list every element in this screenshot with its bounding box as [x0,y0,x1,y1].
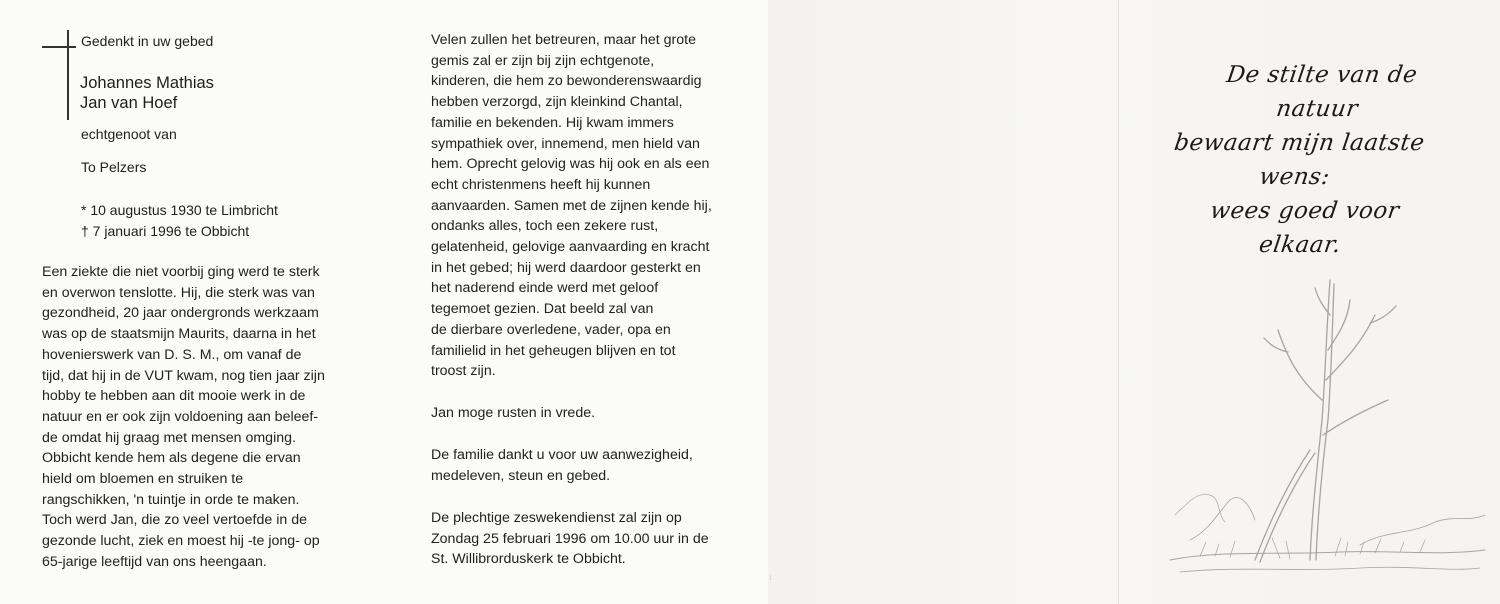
text-line: ondanks alles, toch een zekere rust, [431,218,659,235]
spouse-label: echtgenoot van [81,126,177,142]
cross-icon [67,30,69,120]
text-line: Velen zullen het betreuren, maar het grote [431,32,697,48]
text-line: tijd, dat hij in de VUT kwam, nog tien jaar zijn [42,367,325,384]
text-line: kinderen, die hem zo bewonderenswaardig [431,73,702,90]
name-line-2: Jan van Hoef [80,94,178,112]
text-line: tegemoet gezien. Dat beeld zal van [431,301,654,318]
text-line: familie en bekenden. Hij kwam immers [431,114,674,131]
text-line: hovenierswerk van D. S. M., om vanaf de [42,346,302,363]
text-line: De plechtige zeswekendienst zal zijn op [431,510,682,526]
text-line: gezonde lucht, ziek en moest hij -te jong- op [42,533,320,550]
text-line: De familie dankt u voor uw aanwezigheid, [431,447,693,463]
biography-paragraph [42,262,362,573]
tribute-paragraph [431,30,751,382]
text-line: Zondag 25 februari 1996 om 10.00 uur in de [431,530,709,547]
service-paragraph [431,508,761,570]
thanks-paragraph [431,445,751,486]
text-line: medeleven, steun en gebed. [431,467,611,484]
poem-line: bewaart mijn laatste wens: [1172,130,1427,190]
text-line: troost zijn. [431,363,496,380]
text-line: Toch werd Jan, die zo veel vertoefde in de [42,512,307,529]
tree-sketch-icon [1160,260,1490,590]
text-line: de omdat hij graag met mensen omging. [42,429,296,446]
card-fold-line [1118,0,1119,604]
text-line: was op de staatsmijn Maurits, daarna in het [42,326,316,343]
prayer-header: Gedenkt in uw gebed [81,33,214,49]
text-line: aanvaarden. Samen met de zijnen kende hij, [431,197,712,214]
name-line-1: Johannes Mathias [80,74,214,92]
text-line: sympathiek over, innemend, men hield van [431,135,700,152]
life-dates [81,200,278,242]
text-line: en overwon tenslotte. Hij, die sterk was van [42,284,315,301]
poem-line: wees goed voor elkaar. [1208,198,1402,258]
text-line: hield om bloemen en struiken te [42,471,244,488]
poem-verse [1136,58,1455,262]
text-line: St. Willibrorduskerk te Obbicht. [431,551,626,568]
text-line: natuur en er ook zijn voldoening aan beleef- [42,408,319,425]
text-line: gemis zal er zijn bij zijn echtgenote, [431,52,655,69]
text-line: gezondheid, 20 jaar ondergronds werkzaam [42,305,319,322]
text-line: rangschikken, 'n tuintje in orde te maken. [42,491,300,508]
text-line: in het gebed; hij werd daardoor gesterkt en [431,259,701,276]
birth-date: * 10 augustus 1930 te Limbricht [81,202,278,218]
text-line: 65-jarige leeftijd van ons heengaan. [42,553,267,570]
text-line: Obbicht kende hem als degene die ervan [42,450,301,467]
cross-icon-bar [42,46,76,48]
text-line: hem. Oprecht gelovig was hij ook en als een [431,156,710,173]
text-line: de dierbare overledene, vader, opa en [431,321,671,338]
deceased-name [80,73,214,113]
print-mark: ⁞ [770,576,772,582]
text-line: familielid in het geheugen blijven en tot [431,342,676,359]
text-line: Een ziekte die niet voorbij ging werd te sterk [42,264,320,280]
rest-line: Jan moge rusten in vrede. [431,405,596,421]
poem-line: De stilte van de natuur [1224,62,1419,122]
text-line: gelatenheid, gelovige aanvaarding en kracht [431,239,710,256]
text-line: het naderend einde werd met geloof [431,280,659,297]
text-line: echt christenmens heeft hij kunnen [431,176,651,193]
spouse-name: To Pelzers [81,159,147,175]
text-line: hebben verzorgd, zijn kleinkind Chantal, [431,94,683,111]
text-line: hobby te hebben aan dit mooie werk in de [42,388,306,405]
death-date: † 7 januari 1996 te Obbicht [81,223,250,239]
